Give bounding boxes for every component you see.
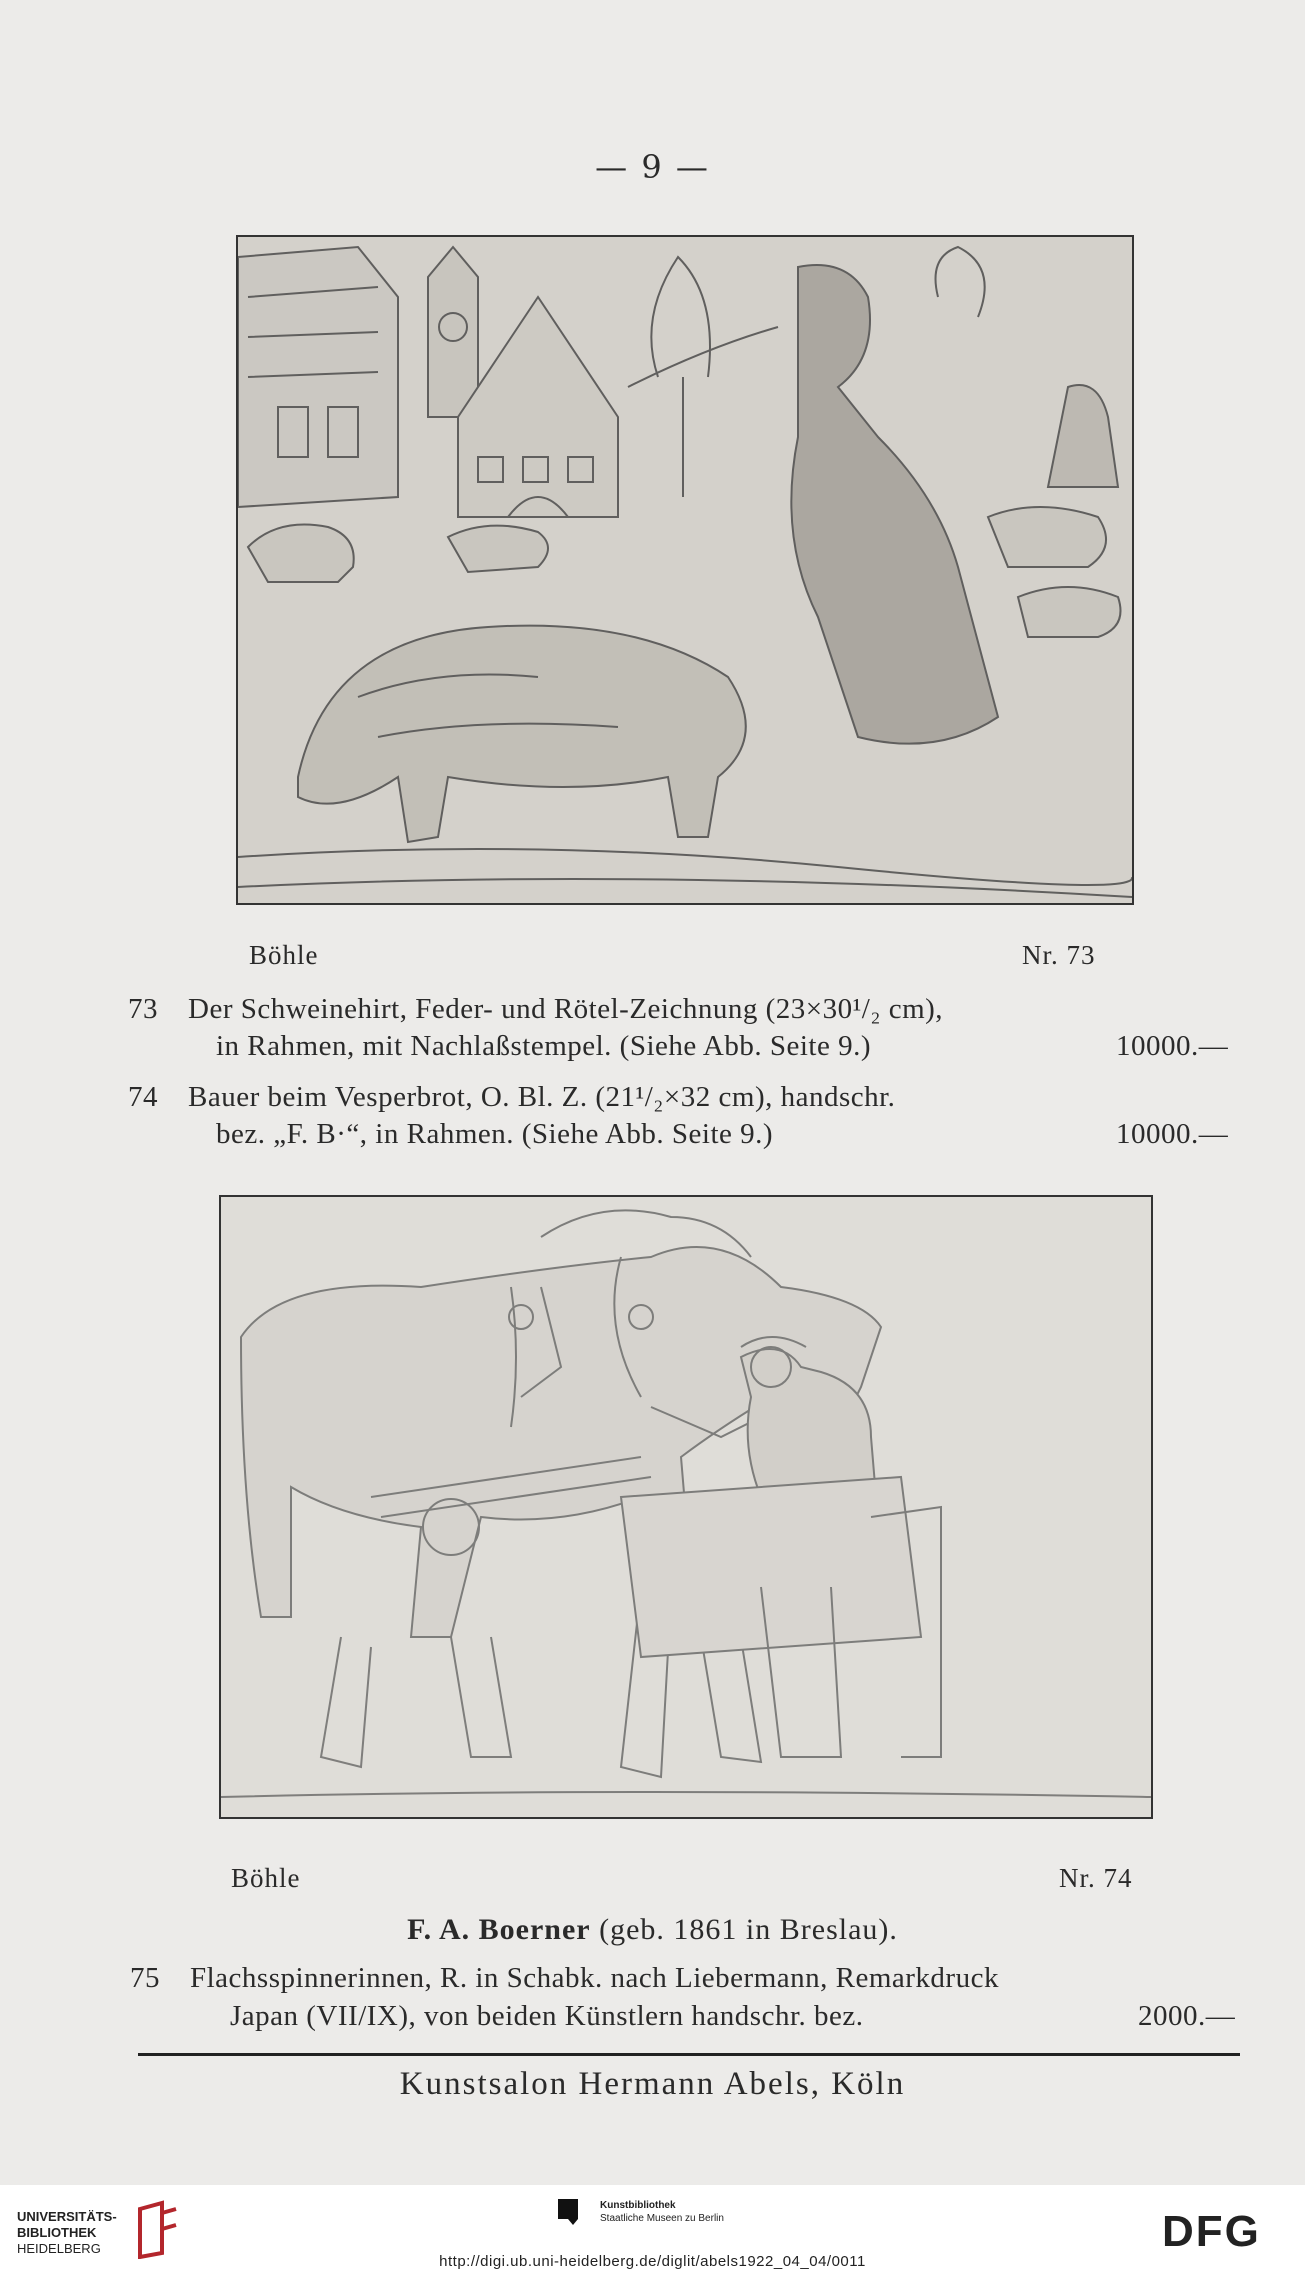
ub-emblem-icon: [132, 2199, 182, 2259]
swineherd-drawing: [238, 237, 1132, 903]
illustration-horse-farmer: [219, 1195, 1153, 1819]
artist-heading: [0, 1913, 1305, 1947]
digitization-bar: [0, 2185, 1305, 2276]
source-url[interactable]: http://digi.ub.uni-heidelberg.de/diglit/abels1922_04_04/0011: [439, 2253, 866, 2270]
entry-price: 10000.—: [1116, 1030, 1229, 1062]
page-number: — 9 —: [595, 148, 710, 186]
catalog-entry-74: [128, 1081, 1248, 1151]
artist-detail: (geb. 1861 in Breslau).: [599, 1913, 898, 1946]
entry-price: 10000.—: [1116, 1118, 1229, 1150]
entry-detail-line: bez. „F. B·“, in Rahmen. (Siehe Abb. Seite 9.): [216, 1118, 774, 1150]
illustration-swineherd: [236, 235, 1134, 905]
entry-title-line: Flachsspinnerinnen, R. in Schabk. nach Liebermann, Remarkdruck: [190, 1962, 999, 1994]
ub-line3: HEIDELBERG: [17, 2241, 101, 2256]
entry-number: 74: [128, 1081, 158, 1113]
dfg-logo[interactable]: DFG: [1162, 2207, 1261, 2256]
plate2-caption-artist: Böhle: [231, 1863, 301, 1893]
entry-title-line: Der Schweinehirt, Feder- und Rötel-Zeichnung (23×30¹/₂ cm),: [188, 993, 944, 1025]
kb-line2: Staatliche Museen zu Berlin: [600, 2213, 724, 2224]
catalog-entry-75: [130, 1962, 1250, 2032]
artist-name: F. A. Boerner: [407, 1913, 591, 1946]
horse-drawing: [221, 1197, 1151, 1817]
ub-heidelberg-logo[interactable]: [17, 2209, 117, 2257]
entry-detail-line: Japan (VII/IX), von beiden Künstlern handschr. bez.: [230, 2000, 864, 2032]
entry-number: 75: [130, 1962, 160, 1994]
plate1-caption-number: Nr. 73: [1022, 940, 1096, 970]
entry-price: 2000.—: [1138, 2000, 1236, 2032]
entry-number: 73: [128, 993, 158, 1025]
plate1-caption-artist: Böhle: [249, 940, 319, 970]
kb-line1: Kunstbibliothek: [600, 2200, 676, 2211]
kunstbibliothek-logo-icon: [556, 2197, 586, 2227]
catalog-entry-73: [128, 993, 1248, 1063]
plate2-caption-number: Nr. 74: [1059, 1863, 1133, 1893]
ub-line1: UNIVERSITÄTS-: [17, 2209, 117, 2224]
ub-line2: BIBLIOTHEK: [17, 2225, 97, 2240]
publisher-footer: Kunstsalon Hermann Abels, Köln: [399, 2066, 906, 2102]
footer-rule: [138, 2053, 1240, 2056]
kunstbibliothek-label[interactable]: [600, 2199, 724, 2225]
entry-detail-line: in Rahmen, mit Nachlaßstempel. (Siehe Abb. Seite 9.): [216, 1030, 872, 1062]
entry-title-line: Bauer beim Vesperbrot, O. Bl. Z. (21¹/₂×32 cm), handschr.: [188, 1081, 896, 1113]
